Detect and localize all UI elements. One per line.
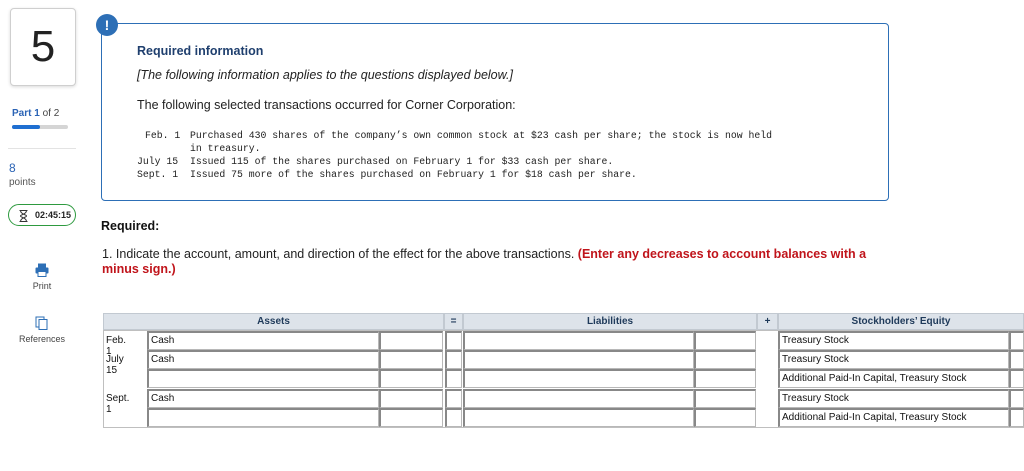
transaction-date: Feb. 1 [145, 130, 181, 141]
equals-cell [445, 408, 462, 427]
equals-cell [445, 369, 462, 388]
equity-amount-input[interactable] [1009, 389, 1024, 408]
equity-account-input[interactable]: Treasury Stock [778, 331, 1009, 350]
equity-account-input[interactable]: Treasury Stock [778, 389, 1009, 408]
divider [8, 148, 76, 149]
transaction-text: Issued 75 more of the shares purchased on February 1 for $18 cash per share. [190, 169, 637, 180]
print-button[interactable] [0, 263, 84, 291]
liability-amount-input[interactable] [694, 389, 756, 408]
references-icon [0, 316, 84, 330]
asset-amount-input[interactable] [379, 408, 443, 427]
equity-account-input[interactable]: Additional Paid-In Capital, Treasury Stock [778, 369, 1009, 388]
points-label: points [9, 177, 36, 188]
print-label: Print [32, 281, 52, 291]
equity-amount-input[interactable] [1009, 408, 1024, 427]
equity-amount-input[interactable] [1009, 369, 1024, 388]
references-button[interactable] [0, 316, 84, 344]
printer-icon [0, 263, 84, 277]
equity-amount-input[interactable] [1009, 350, 1024, 369]
header-liabilities: Liabilities [463, 313, 757, 330]
equity-account-input[interactable]: Treasury Stock [778, 350, 1009, 369]
liability-amount-input[interactable] [694, 331, 756, 350]
equals-cell [445, 331, 462, 350]
liability-amount-input[interactable] [694, 369, 756, 388]
equity-account-input[interactable]: Additional Paid-In Capital, Treasury Stock [778, 408, 1009, 427]
row-date: July 15 [106, 354, 124, 376]
asset-account-input[interactable]: Cash [147, 350, 379, 369]
part-current: 1 [34, 108, 40, 119]
alert-icon: ! [96, 14, 118, 36]
sidebar [0, 0, 84, 471]
liability-amount-input[interactable] [694, 350, 756, 369]
question-1-instruction: (Enter any decreases to account balances with a minus sign.) [102, 247, 867, 276]
equity-amount-input[interactable] [1009, 331, 1024, 350]
liability-amount-input[interactable] [694, 408, 756, 427]
part-label: Part [12, 108, 32, 119]
header-plus: + [757, 313, 778, 330]
equals-cell [445, 350, 462, 369]
header-equity: Stockholders’ Equity [778, 313, 1024, 330]
asset-amount-input[interactable] [379, 350, 443, 369]
row-date: Feb. 1 [106, 335, 127, 357]
info-note: [The following information applies to the questions displayed below.] [137, 68, 513, 82]
asset-amount-input[interactable] [379, 369, 443, 388]
transaction-text: Purchased 430 shares of the company’s own common stock at $23 cash per share; the stock is now held [190, 130, 773, 141]
part-indicator[interactable] [12, 108, 59, 119]
equals-cell [445, 389, 462, 408]
asset-account-input[interactable]: Cash [147, 331, 379, 350]
header-equals: = [444, 313, 463, 330]
asset-amount-input[interactable] [379, 331, 443, 350]
transaction-date: Sept. 1 [137, 169, 179, 180]
asset-account-input[interactable] [147, 369, 379, 388]
header-assets: Assets [103, 313, 444, 330]
timer-text: 02:45:15 [35, 210, 72, 220]
transaction-date: July 15 [137, 156, 179, 167]
liability-account-input[interactable] [463, 369, 694, 388]
part-progress-fill [12, 125, 40, 129]
asset-account-input[interactable] [147, 408, 379, 427]
asset-account-input[interactable]: Cash [147, 389, 379, 408]
info-title: Required information [137, 44, 264, 58]
row-date: Sept. 1 [106, 393, 130, 415]
info-intro: The following selected transactions occurred for Corner Corporation: [137, 98, 516, 112]
transaction-text: Issued 115 of the shares purchased on February 1 for $33 cash per share. [190, 156, 614, 167]
points-value: 8 [9, 161, 16, 175]
question-1-text: 1. Indicate the account, amount, and direction of the effect for the above transactions. [102, 247, 575, 261]
required-heading: Required: [101, 219, 160, 233]
hourglass-icon [19, 209, 28, 229]
liability-account-input[interactable] [463, 389, 694, 408]
liability-account-input[interactable] [463, 350, 694, 369]
liability-account-input[interactable] [463, 331, 694, 350]
liability-account-input[interactable] [463, 408, 694, 427]
question-number: 5 [10, 8, 76, 86]
part-of: of 2 [42, 108, 60, 119]
timer[interactable] [8, 204, 76, 226]
asset-amount-input[interactable] [379, 389, 443, 408]
part-progress-bar [12, 125, 68, 129]
question-1 [102, 247, 902, 277]
references-label: References [18, 334, 66, 344]
transaction-text-cont: in treasury. [190, 143, 261, 154]
